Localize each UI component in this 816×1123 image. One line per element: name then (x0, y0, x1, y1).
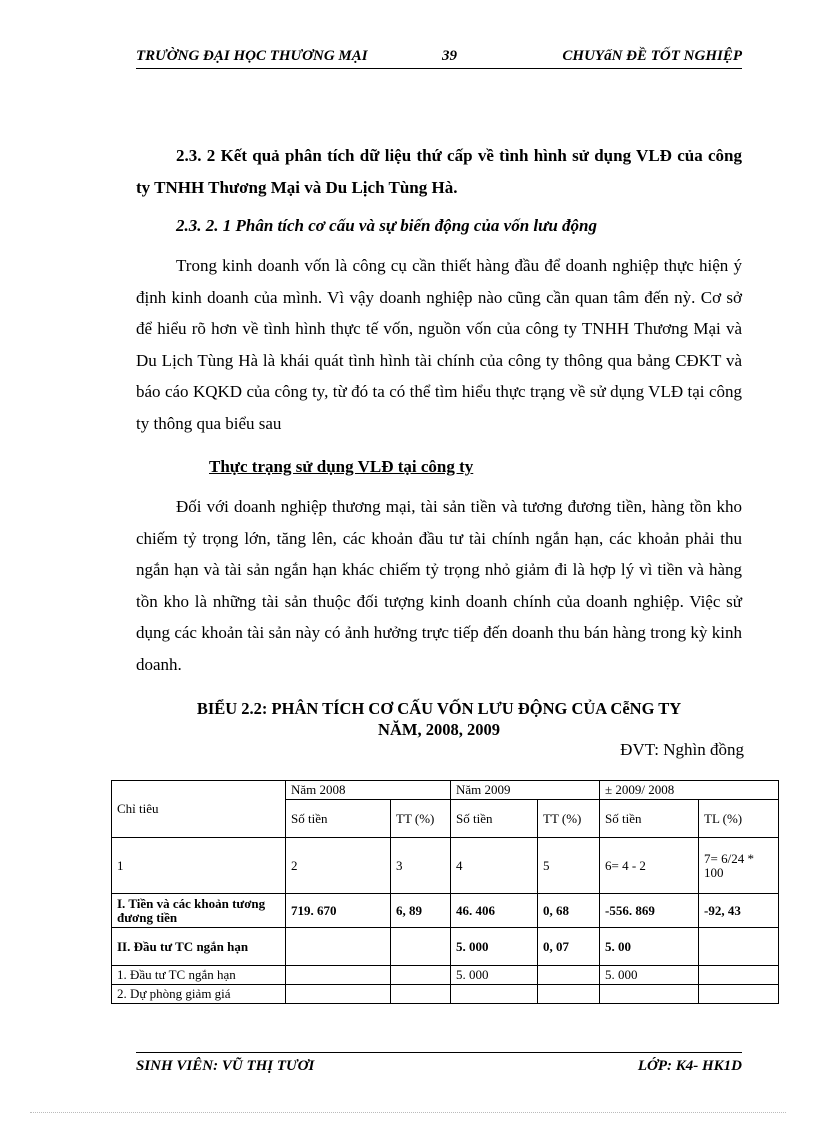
cell-diff: 5. 000 (600, 966, 699, 985)
cell-tt2009 (538, 966, 600, 985)
table-title-line-1: BIỂU 2.2: PHÂN TÍCH CƠ CẤU VỐN LƯU ĐỘNG CỦA CễNG TY (196, 699, 682, 718)
cell-v2009: 5. 000 (451, 928, 538, 966)
page-number: 39 (442, 48, 457, 64)
cell-v2008 (286, 985, 391, 1004)
cell-v2008: 719. 670 (286, 894, 391, 928)
unit-label: ĐVT: Nghìn đồng (620, 740, 744, 759)
col-group-2008: Năm 2008 (286, 781, 451, 800)
page-header (136, 46, 742, 69)
index-cell: 1 (112, 838, 286, 894)
footer-student: SINH VIÊN: VŨ THỊ TƯƠI (136, 1058, 315, 1074)
row-name: I. Tiền và các khoản tương đương tiền (112, 894, 286, 928)
cell-tt2008: 6, 89 (391, 894, 451, 928)
cell-diff: 5. 00 (600, 928, 699, 966)
index-cell: 7= 6/24 * 100 (699, 838, 779, 894)
index-cell: 4 (451, 838, 538, 894)
section-heading: 2.3. 2 Kết quả phân tích dữ liệu thứ cấp về tình hình sử dụng VLĐ của công ty TNHH Thương Mại và Du Lịch Tùng Hà. (136, 146, 742, 197)
paragraph-1: Trong kinh doanh vốn là công cụ cần thiết hàng đầu để doanh nghiệp thực hiện ý định kinh doanh của mình. Vì vậy doanh nghiệp nào cũng cần quan tâm đến nỳ. Cơ sở để hiểu rõ hơn về tình hình thực tế vốn, nguồn vốn của công ty TNHH Thương Mại và Du Lịch Tùng Hà là khái quát tình hình tài chính của công ty thông qua bảng CĐKT và báo cáo KQKD của công ty, từ đó ta có thể tìm hiểu thực trạng về sử dụng VLĐ tại công ty thông qua biểu sau (136, 256, 742, 433)
footer-class: LỚP: K4- HK1D (637, 1058, 742, 1074)
subsection-heading: 2.3. 2. 1 Phân tích cơ cấu và sự biến động của vốn lưu động (176, 216, 597, 235)
index-cell: 3 (391, 838, 451, 894)
cell-tl (699, 966, 779, 985)
table-title-line-2: NĂM, 2008, 2009 (378, 720, 500, 739)
header-school: TRƯỜNG ĐẠI HỌC THƯƠNG MẠI (136, 48, 368, 64)
cell-tt2009: 0, 68 (538, 894, 600, 928)
index-cell: 2 (286, 838, 391, 894)
col-tt-2008: TT (%) (391, 800, 451, 838)
row-name: 2. Dự phòng giảm giá (112, 985, 286, 1004)
cell-tt2009 (538, 985, 600, 1004)
col-so-tien-2009: Số tiền (451, 800, 538, 838)
cell-diff (600, 985, 699, 1004)
col-so-tien-2008: Số tiền (286, 800, 391, 838)
col-tl: TL (%) (699, 800, 779, 838)
cell-tt2008 (391, 985, 451, 1004)
header-doc-type: CHUYấN ĐỀ TỐT NGHIỆP (562, 48, 742, 64)
col-group-2009: Năm 2009 (451, 781, 600, 800)
page-footer (136, 1052, 742, 1077)
cell-tl (699, 928, 779, 966)
paragraph-2: Đối với doanh nghiệp thương mại, tài sản tiền và tương đương tiền, hàng tồn kho chiếm tỷ trọng lớn, tăng lên, các khoản đầu tư tài chính ngắn hạn, các khoản phải thu ngắn hạn và tài sản ngắn hạn khác chiếm tỷ trọng nhỏ giảm đi là hợp lý vì tiền và hàng tồn kho là những tài sản thuộc đối tượng kinh doanh chính của doanh nghiệp. Việc sử dụng các khoản tài sản này có ảnh hưởng trực tiếp đến doanh thu bán hàng trong kỳ kinh doanh. (136, 497, 742, 674)
col-group-diff: ± 2009/ 2008 (600, 781, 779, 800)
col-chi-tieu: Chỉ tiêu (112, 781, 286, 838)
cell-v2009 (451, 985, 538, 1004)
col-so-tien-diff: Số tiền (600, 800, 699, 838)
table-title (136, 698, 742, 740)
cell-tt2009: 0, 07 (538, 928, 600, 966)
underlined-heading: Thực trạng sử dụng VLĐ tại công ty (209, 457, 474, 476)
cell-v2008 (286, 928, 391, 966)
row-name: 1. Đầu tư TC ngắn hạn (112, 966, 286, 985)
index-cell: 5 (538, 838, 600, 894)
cell-v2009: 5. 000 (451, 966, 538, 985)
row-name: II. Đầu tư TC ngắn hạn (112, 928, 286, 966)
cell-tl: -92, 43 (699, 894, 779, 928)
cell-diff: -556. 869 (600, 894, 699, 928)
cell-v2008 (286, 966, 391, 985)
index-cell: 6= 4 - 2 (600, 838, 699, 894)
col-tt-2009: TT (%) (538, 800, 600, 838)
cell-tt2008 (391, 966, 451, 985)
working-capital-table (111, 780, 779, 1004)
cell-v2009: 46. 406 (451, 894, 538, 928)
underlined-heading-wrap (209, 451, 473, 483)
cell-tt2008 (391, 928, 451, 966)
page-edge-divider (30, 1112, 786, 1113)
cell-tl (699, 985, 779, 1004)
